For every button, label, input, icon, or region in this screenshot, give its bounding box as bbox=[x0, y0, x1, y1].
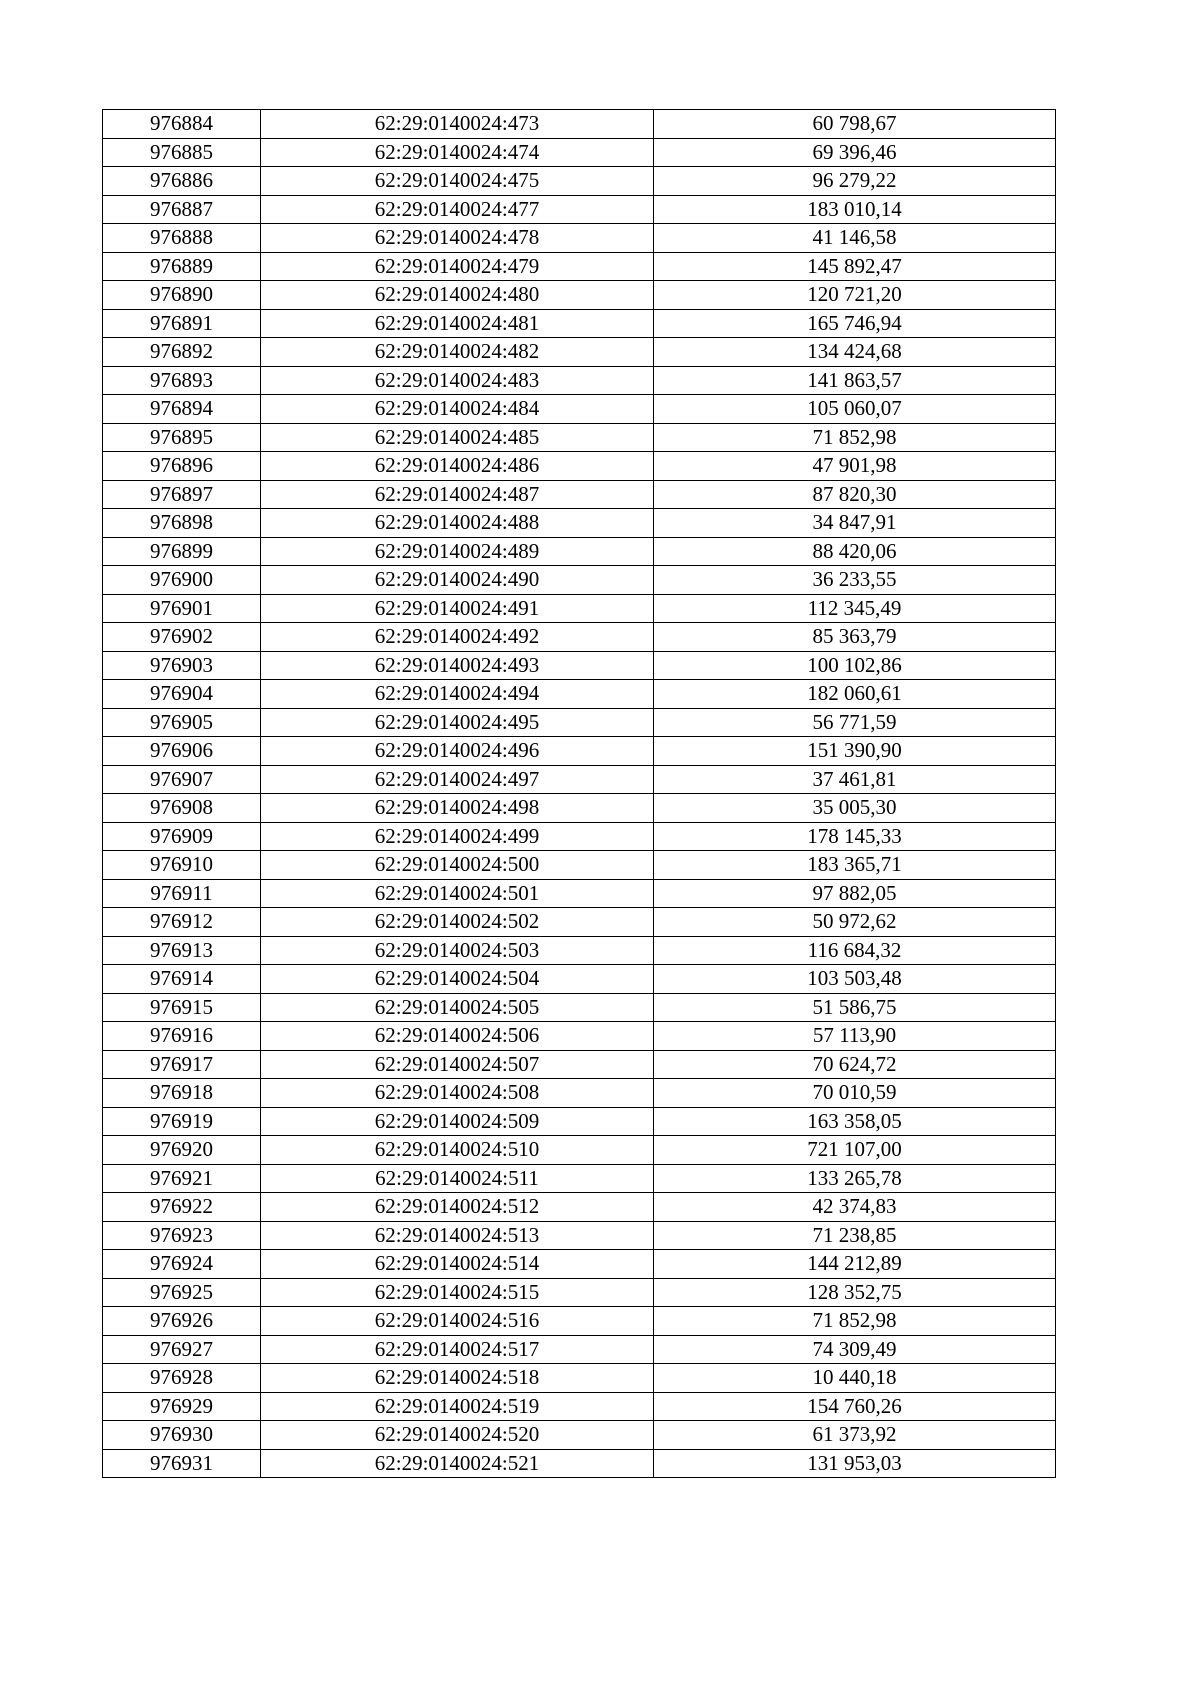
cadastral-number-cell: 62:29:0140024:473 bbox=[261, 110, 654, 139]
cadastral-number-cell: 62:29:0140024:493 bbox=[261, 651, 654, 680]
value-cell: 96 279,22 bbox=[654, 167, 1056, 196]
cadastral-number-cell: 62:29:0140024:511 bbox=[261, 1164, 654, 1193]
value-cell: 71 852,98 bbox=[654, 423, 1056, 452]
table-row bbox=[103, 1079, 1056, 1108]
row-number-cell: 976927 bbox=[103, 1335, 261, 1364]
value-cell: 88 420,06 bbox=[654, 537, 1056, 566]
cadastral-number-cell: 62:29:0140024:505 bbox=[261, 993, 654, 1022]
cadastral-number-cell: 62:29:0140024:509 bbox=[261, 1107, 654, 1136]
row-number-cell: 976890 bbox=[103, 281, 261, 310]
table-row bbox=[103, 509, 1056, 538]
row-number-cell: 976900 bbox=[103, 566, 261, 595]
cadastral-number-cell: 62:29:0140024:512 bbox=[261, 1193, 654, 1222]
value-cell: 57 113,90 bbox=[654, 1022, 1056, 1051]
row-number-cell: 976912 bbox=[103, 908, 261, 937]
cadastral-number-cell: 62:29:0140024:498 bbox=[261, 794, 654, 823]
cadastral-number-cell: 62:29:0140024:489 bbox=[261, 537, 654, 566]
row-number-cell: 976931 bbox=[103, 1449, 261, 1478]
cadastral-number-cell: 62:29:0140024:496 bbox=[261, 737, 654, 766]
table-row bbox=[103, 765, 1056, 794]
value-cell: 70 010,59 bbox=[654, 1079, 1056, 1108]
cadastral-number-cell: 62:29:0140024:475 bbox=[261, 167, 654, 196]
value-cell: 133 265,78 bbox=[654, 1164, 1056, 1193]
table-row bbox=[103, 195, 1056, 224]
table-row bbox=[103, 936, 1056, 965]
value-cell: 42 374,83 bbox=[654, 1193, 1056, 1222]
table-row bbox=[103, 537, 1056, 566]
row-number-cell: 976899 bbox=[103, 537, 261, 566]
row-number-cell: 976907 bbox=[103, 765, 261, 794]
table-row bbox=[103, 1107, 1056, 1136]
value-cell: 69 396,46 bbox=[654, 138, 1056, 167]
table-row bbox=[103, 1421, 1056, 1450]
cadastral-number-cell: 62:29:0140024:490 bbox=[261, 566, 654, 595]
table-row bbox=[103, 1250, 1056, 1279]
row-number-cell: 976888 bbox=[103, 224, 261, 253]
cadastral-number-cell: 62:29:0140024:488 bbox=[261, 509, 654, 538]
value-cell: 50 972,62 bbox=[654, 908, 1056, 937]
value-cell: 41 146,58 bbox=[654, 224, 1056, 253]
row-number-cell: 976885 bbox=[103, 138, 261, 167]
cadastral-number-cell: 62:29:0140024:514 bbox=[261, 1250, 654, 1279]
value-cell: 71 852,98 bbox=[654, 1307, 1056, 1336]
value-cell: 35 005,30 bbox=[654, 794, 1056, 823]
value-cell: 182 060,61 bbox=[654, 680, 1056, 709]
value-cell: 183 365,71 bbox=[654, 851, 1056, 880]
row-number-cell: 976914 bbox=[103, 965, 261, 994]
table-row bbox=[103, 1449, 1056, 1478]
cadastral-number-cell: 62:29:0140024:513 bbox=[261, 1221, 654, 1250]
table-row bbox=[103, 1022, 1056, 1051]
row-number-cell: 976913 bbox=[103, 936, 261, 965]
table-row bbox=[103, 1335, 1056, 1364]
cadastral-number-cell: 62:29:0140024:495 bbox=[261, 708, 654, 737]
table-row bbox=[103, 794, 1056, 823]
cadastral-number-cell: 62:29:0140024:487 bbox=[261, 480, 654, 509]
row-number-cell: 976929 bbox=[103, 1392, 261, 1421]
value-cell: 60 798,67 bbox=[654, 110, 1056, 139]
table-row bbox=[103, 623, 1056, 652]
cadastral-number-cell: 62:29:0140024:482 bbox=[261, 338, 654, 367]
data-table bbox=[102, 109, 1056, 1478]
row-number-cell: 976909 bbox=[103, 822, 261, 851]
value-cell: 105 060,07 bbox=[654, 395, 1056, 424]
table-row bbox=[103, 224, 1056, 253]
value-cell: 120 721,20 bbox=[654, 281, 1056, 310]
table-row bbox=[103, 338, 1056, 367]
value-cell: 34 847,91 bbox=[654, 509, 1056, 538]
table-row bbox=[103, 1278, 1056, 1307]
table-body bbox=[103, 110, 1056, 1478]
row-number-cell: 976891 bbox=[103, 309, 261, 338]
value-cell: 128 352,75 bbox=[654, 1278, 1056, 1307]
table-row bbox=[103, 366, 1056, 395]
cadastral-number-cell: 62:29:0140024:516 bbox=[261, 1307, 654, 1336]
value-cell: 87 820,30 bbox=[654, 480, 1056, 509]
table-row bbox=[103, 908, 1056, 937]
cadastral-number-cell: 62:29:0140024:521 bbox=[261, 1449, 654, 1478]
value-cell: 134 424,68 bbox=[654, 338, 1056, 367]
table-row bbox=[103, 566, 1056, 595]
cadastral-number-cell: 62:29:0140024:501 bbox=[261, 879, 654, 908]
row-number-cell: 976895 bbox=[103, 423, 261, 452]
row-number-cell: 976924 bbox=[103, 1250, 261, 1279]
table-row bbox=[103, 423, 1056, 452]
row-number-cell: 976906 bbox=[103, 737, 261, 766]
cadastral-number-cell: 62:29:0140024:481 bbox=[261, 309, 654, 338]
row-number-cell: 976919 bbox=[103, 1107, 261, 1136]
row-number-cell: 976926 bbox=[103, 1307, 261, 1336]
table-row bbox=[103, 1164, 1056, 1193]
value-cell: 141 863,57 bbox=[654, 366, 1056, 395]
value-cell: 145 892,47 bbox=[654, 252, 1056, 281]
table-row bbox=[103, 395, 1056, 424]
value-cell: 103 503,48 bbox=[654, 965, 1056, 994]
value-cell: 56 771,59 bbox=[654, 708, 1056, 737]
table-row bbox=[103, 1392, 1056, 1421]
value-cell: 165 746,94 bbox=[654, 309, 1056, 338]
table-row bbox=[103, 452, 1056, 481]
row-number-cell: 976892 bbox=[103, 338, 261, 367]
table-row bbox=[103, 1136, 1056, 1165]
value-cell: 151 390,90 bbox=[654, 737, 1056, 766]
cadastral-number-cell: 62:29:0140024:504 bbox=[261, 965, 654, 994]
cadastral-number-cell: 62:29:0140024:497 bbox=[261, 765, 654, 794]
row-number-cell: 976918 bbox=[103, 1079, 261, 1108]
table-row bbox=[103, 167, 1056, 196]
row-number-cell: 976915 bbox=[103, 993, 261, 1022]
row-number-cell: 976925 bbox=[103, 1278, 261, 1307]
row-number-cell: 976897 bbox=[103, 480, 261, 509]
table-row bbox=[103, 1364, 1056, 1393]
table-row bbox=[103, 737, 1056, 766]
row-number-cell: 976908 bbox=[103, 794, 261, 823]
row-number-cell: 976904 bbox=[103, 680, 261, 709]
value-cell: 10 440,18 bbox=[654, 1364, 1056, 1393]
table-row bbox=[103, 1193, 1056, 1222]
value-cell: 47 901,98 bbox=[654, 452, 1056, 481]
row-number-cell: 976893 bbox=[103, 366, 261, 395]
table-row bbox=[103, 252, 1056, 281]
row-number-cell: 976921 bbox=[103, 1164, 261, 1193]
row-number-cell: 976917 bbox=[103, 1050, 261, 1079]
value-cell: 183 010,14 bbox=[654, 195, 1056, 224]
value-cell: 178 145,33 bbox=[654, 822, 1056, 851]
table-row bbox=[103, 680, 1056, 709]
row-number-cell: 976894 bbox=[103, 395, 261, 424]
value-cell: 163 358,05 bbox=[654, 1107, 1056, 1136]
cadastral-number-cell: 62:29:0140024:506 bbox=[261, 1022, 654, 1051]
cadastral-number-cell: 62:29:0140024:485 bbox=[261, 423, 654, 452]
cadastral-number-cell: 62:29:0140024:507 bbox=[261, 1050, 654, 1079]
value-cell: 74 309,49 bbox=[654, 1335, 1056, 1364]
row-number-cell: 976901 bbox=[103, 594, 261, 623]
table-row bbox=[103, 1221, 1056, 1250]
cadastral-number-cell: 62:29:0140024:486 bbox=[261, 452, 654, 481]
row-number-cell: 976886 bbox=[103, 167, 261, 196]
table-row bbox=[103, 708, 1056, 737]
table-row bbox=[103, 879, 1056, 908]
value-cell: 71 238,85 bbox=[654, 1221, 1056, 1250]
table-row bbox=[103, 138, 1056, 167]
row-number-cell: 976889 bbox=[103, 252, 261, 281]
row-number-cell: 976930 bbox=[103, 1421, 261, 1450]
cadastral-number-cell: 62:29:0140024:483 bbox=[261, 366, 654, 395]
row-number-cell: 976916 bbox=[103, 1022, 261, 1051]
cadastral-number-cell: 62:29:0140024:477 bbox=[261, 195, 654, 224]
cadastral-number-cell: 62:29:0140024:492 bbox=[261, 623, 654, 652]
value-cell: 61 373,92 bbox=[654, 1421, 1056, 1450]
table-row bbox=[103, 651, 1056, 680]
row-number-cell: 976896 bbox=[103, 452, 261, 481]
row-number-cell: 976887 bbox=[103, 195, 261, 224]
cadastral-number-cell: 62:29:0140024:515 bbox=[261, 1278, 654, 1307]
table-row bbox=[103, 1307, 1056, 1336]
cadastral-number-cell: 62:29:0140024:518 bbox=[261, 1364, 654, 1393]
table-row bbox=[103, 993, 1056, 1022]
table-row bbox=[103, 965, 1056, 994]
row-number-cell: 976920 bbox=[103, 1136, 261, 1165]
cadastral-number-cell: 62:29:0140024:478 bbox=[261, 224, 654, 253]
table-row bbox=[103, 110, 1056, 139]
value-cell: 37 461,81 bbox=[654, 765, 1056, 794]
value-cell: 154 760,26 bbox=[654, 1392, 1056, 1421]
cadastral-number-cell: 62:29:0140024:510 bbox=[261, 1136, 654, 1165]
cadastral-number-cell: 62:29:0140024:500 bbox=[261, 851, 654, 880]
value-cell: 131 953,03 bbox=[654, 1449, 1056, 1478]
row-number-cell: 976902 bbox=[103, 623, 261, 652]
cadastral-number-cell: 62:29:0140024:479 bbox=[261, 252, 654, 281]
cadastral-number-cell: 62:29:0140024:484 bbox=[261, 395, 654, 424]
table-row bbox=[103, 851, 1056, 880]
row-number-cell: 976928 bbox=[103, 1364, 261, 1393]
table-row bbox=[103, 822, 1056, 851]
table-row bbox=[103, 480, 1056, 509]
cadastral-number-cell: 62:29:0140024:508 bbox=[261, 1079, 654, 1108]
value-cell: 97 882,05 bbox=[654, 879, 1056, 908]
table-row bbox=[103, 1050, 1056, 1079]
row-number-cell: 976903 bbox=[103, 651, 261, 680]
table-row bbox=[103, 281, 1056, 310]
cadastral-number-cell: 62:29:0140024:503 bbox=[261, 936, 654, 965]
row-number-cell: 976922 bbox=[103, 1193, 261, 1222]
cadastral-number-cell: 62:29:0140024:474 bbox=[261, 138, 654, 167]
value-cell: 116 684,32 bbox=[654, 936, 1056, 965]
table-row bbox=[103, 309, 1056, 338]
row-number-cell: 976884 bbox=[103, 110, 261, 139]
cadastral-number-cell: 62:29:0140024:502 bbox=[261, 908, 654, 937]
value-cell: 100 102,86 bbox=[654, 651, 1056, 680]
value-cell: 112 345,49 bbox=[654, 594, 1056, 623]
row-number-cell: 976911 bbox=[103, 879, 261, 908]
cadastral-number-cell: 62:29:0140024:519 bbox=[261, 1392, 654, 1421]
cadastral-number-cell: 62:29:0140024:517 bbox=[261, 1335, 654, 1364]
value-cell: 51 586,75 bbox=[654, 993, 1056, 1022]
cadastral-number-cell: 62:29:0140024:491 bbox=[261, 594, 654, 623]
cadastral-number-cell: 62:29:0140024:499 bbox=[261, 822, 654, 851]
table-row bbox=[103, 594, 1056, 623]
row-number-cell: 976898 bbox=[103, 509, 261, 538]
cadastral-number-cell: 62:29:0140024:520 bbox=[261, 1421, 654, 1450]
cadastral-number-cell: 62:29:0140024:494 bbox=[261, 680, 654, 709]
value-cell: 70 624,72 bbox=[654, 1050, 1056, 1079]
value-cell: 721 107,00 bbox=[654, 1136, 1056, 1165]
value-cell: 36 233,55 bbox=[654, 566, 1056, 595]
cadastral-number-cell: 62:29:0140024:480 bbox=[261, 281, 654, 310]
value-cell: 144 212,89 bbox=[654, 1250, 1056, 1279]
row-number-cell: 976910 bbox=[103, 851, 261, 880]
row-number-cell: 976905 bbox=[103, 708, 261, 737]
row-number-cell: 976923 bbox=[103, 1221, 261, 1250]
value-cell: 85 363,79 bbox=[654, 623, 1056, 652]
